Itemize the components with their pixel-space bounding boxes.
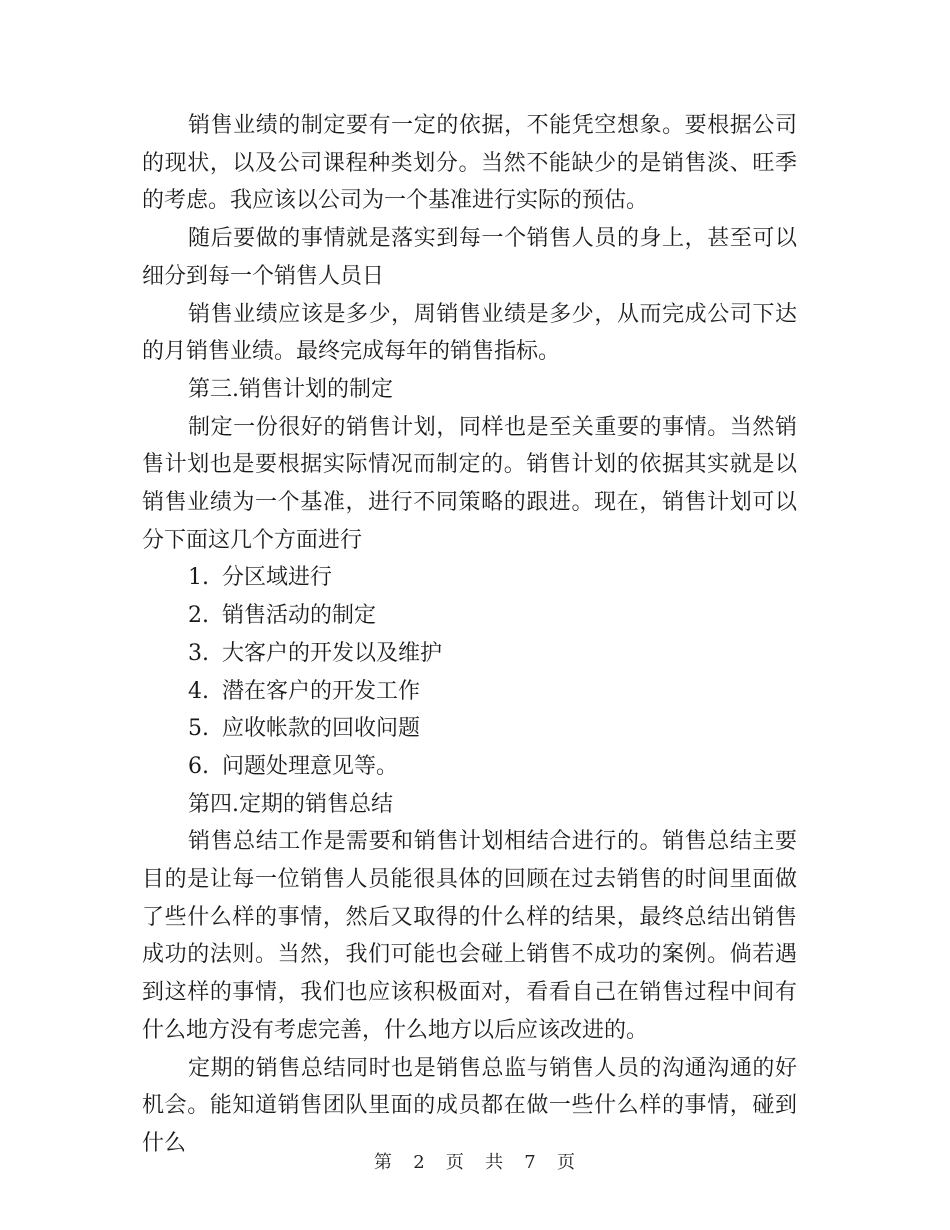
list-item xyxy=(142,635,797,673)
document-body xyxy=(142,107,797,1163)
list-item-number: 5. xyxy=(188,716,209,742)
list-item xyxy=(142,748,797,786)
page-footer xyxy=(0,1148,950,1174)
list-item xyxy=(142,673,797,711)
footer-total-pages: 7 xyxy=(524,1152,537,1173)
list-item-text: 分区域进行 xyxy=(222,565,333,591)
footer-total-word: 共 xyxy=(485,1152,505,1173)
list-item-number: 2. xyxy=(188,603,209,629)
paragraph: 制定一份很好的销售计划，同样也是至关重要的事情。当然销售计划也是要根据实际情况而制定的。销售计划的依据其实就是以销售业绩为一个基准，进行不同策略的跟进。现在，销售计划可以分下面这几个方面进行 xyxy=(142,414,797,553)
paragraph: 销售业绩的制定要有一定的依据，不能凭空想象。要根据公司的现状，以及公司课程种类划分。当然不能缺少的是销售淡、旺季的考虑。我应该以公司为一个基准进行实际的预估。 xyxy=(142,113,797,214)
paragraph: 销售总结工作是需要和销售计划相结合进行的。销售总结主要目的是让每一位销售人员能很具体的回顾在过去销售的时间里面做了些什么样的事情，然后又取得的什么样的结果，最终总结出销售成功的法则。当然，我们可能也会碰上销售不成功的案例。倘若遇到这样的事情，我们也应该积极面对，看看自己在销售过程中间有什么地方没有考虑完善，什么地方以后应该改进的。 xyxy=(142,829,797,1043)
plan-list xyxy=(142,559,797,785)
footer-prefix: 第 xyxy=(374,1152,394,1173)
footer-page-word: 页 xyxy=(445,1152,465,1173)
list-item xyxy=(142,559,797,597)
list-item-number: 3. xyxy=(188,640,209,666)
list-item-text: 问题处理意见等。 xyxy=(222,753,399,779)
section-heading-4: 第四.定期的销售总结 xyxy=(188,791,393,817)
list-item-text: 潜在客户的开发工作 xyxy=(222,678,421,704)
list-item xyxy=(142,710,797,748)
list-item-text: 应收帐款的回收问题 xyxy=(222,716,421,742)
list-item-number: 4. xyxy=(188,678,209,704)
list-item-text: 大客户的开发以及维护 xyxy=(222,640,443,666)
paragraph: 随后要做的事情就是落实到每一个销售人员的身上，甚至可以细分到每一个销售人员日 xyxy=(142,226,797,289)
list-item-number: 1. xyxy=(188,565,209,591)
list-item xyxy=(142,597,797,635)
list-item-number: 6. xyxy=(188,753,209,779)
footer-suffix: 页 xyxy=(556,1152,576,1173)
footer-current-page: 2 xyxy=(413,1152,426,1173)
list-item-text: 销售活动的制定 xyxy=(222,603,377,629)
section-heading-3: 第三.销售计划的制定 xyxy=(188,376,393,402)
paragraph: 定期的销售总结同时也是销售总监与销售人员的沟通沟通的好机会。能知道销售团队里面的成员都在做一些什么样的事情，碰到什么 xyxy=(142,1055,797,1156)
paragraph: 销售业绩应该是多少，周销售业绩是多少，从而完成公司下达的月销售业绩。最终完成每年的销售指标。 xyxy=(142,301,797,365)
